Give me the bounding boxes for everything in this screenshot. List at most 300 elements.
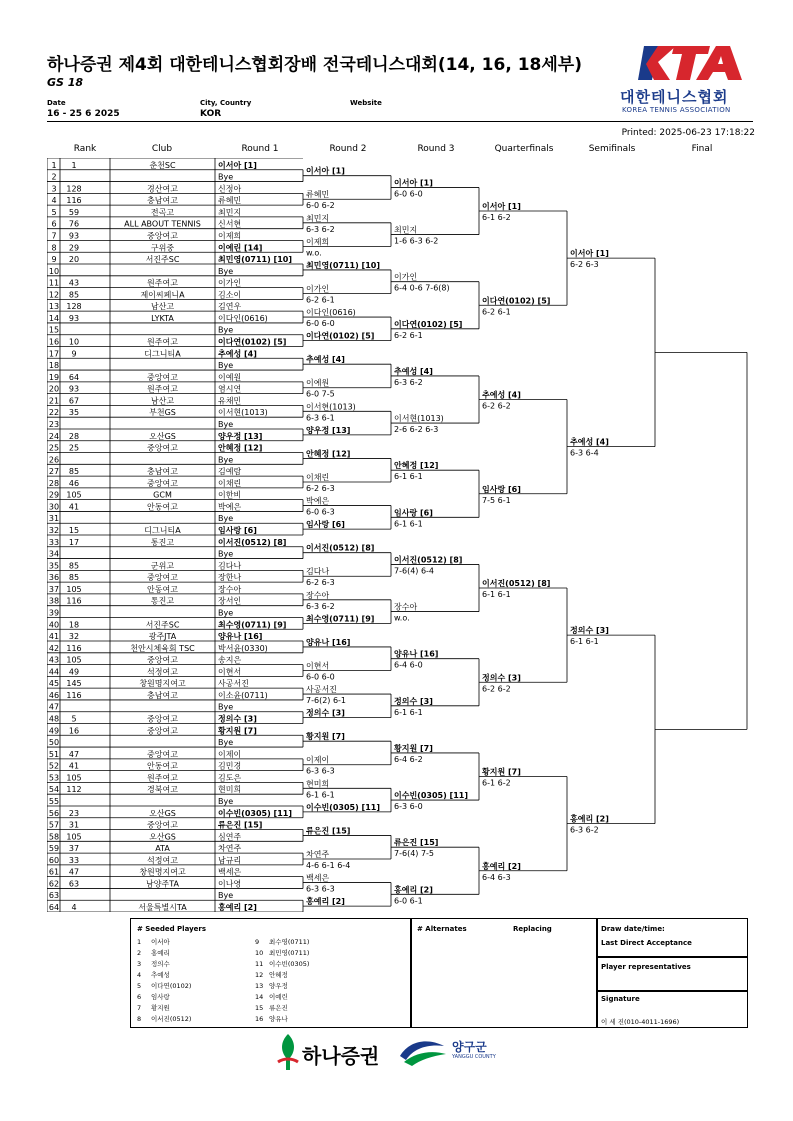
club-name: 중앙여고 <box>147 372 178 382</box>
draw-date-label: Draw date/time: <box>601 925 665 933</box>
club-name: 춘천SC <box>149 160 176 170</box>
round1-player: 남규리 <box>218 855 242 865</box>
seed-entry <box>255 970 288 979</box>
round1-player: 송지은 <box>218 655 242 665</box>
club-name: 중앙여고 <box>147 655 178 665</box>
seed-rank: 31 <box>68 820 80 830</box>
round1-player: Bye <box>218 738 234 748</box>
round2-player: 양유나 [16] <box>306 637 351 647</box>
round2-score: 4-6 6-1 6-4 <box>306 860 351 870</box>
round1-player: 신정아 <box>218 184 242 194</box>
seed-rank: 32 <box>68 632 80 642</box>
player-reps-box <box>596 956 748 992</box>
round2-player: 현미희 <box>306 779 330 789</box>
round1-player: 임사랑 [6] <box>218 526 257 535</box>
semifinal-score: 6-3 6-2 <box>570 825 599 835</box>
sponsor-yanggu: 양구군 <box>452 1040 487 1054</box>
round2-score: 6-0 6-2 <box>306 201 335 211</box>
seed-rank: 93 <box>68 313 80 323</box>
round2-score: 6-0 6-0 <box>306 319 335 329</box>
round1-player: Bye <box>218 702 234 712</box>
round2-player: 백세은 <box>306 873 330 883</box>
event-code: GS 18 <box>47 76 84 89</box>
seed-number: 7 <box>137 1004 142 1012</box>
seed-entry <box>255 937 309 946</box>
round1-player: 이가인 <box>218 278 242 288</box>
club-name: 충남여고 <box>147 467 178 477</box>
round2-score: 6-0 7-5 <box>306 389 335 399</box>
club-name: 원주여고 <box>147 278 178 288</box>
round3-player: 양유나 [16] <box>394 649 439 659</box>
draw-number: 35 <box>48 561 60 571</box>
club-name: 중앙여고 <box>147 231 178 241</box>
draw-number: 6 <box>51 219 57 229</box>
seed-rank: 47 <box>68 749 80 759</box>
quarterfinal-player: 이서진(0512) [8] <box>482 579 551 589</box>
seed-rank: 112 <box>66 785 82 795</box>
round1-player: Bye <box>218 419 234 429</box>
signature-box <box>596 990 748 1028</box>
seed-player: 황지원 <box>151 1004 170 1012</box>
draw-number: 42 <box>48 643 60 653</box>
round1-player: Bye <box>218 608 234 618</box>
seed-entry <box>137 959 170 968</box>
draw-number: 20 <box>48 384 60 394</box>
round1-player: 이제희 <box>218 231 242 241</box>
seed-rank: 105 <box>66 655 82 665</box>
seed-entry <box>255 959 309 968</box>
round2-score: 6-1 6-1 <box>306 790 335 800</box>
club-name: 창원명지여고 <box>139 867 186 877</box>
seed-number: 15 <box>255 1004 264 1012</box>
draw-number: 21 <box>48 396 60 406</box>
round3-score: 6-1 6-1 <box>394 472 423 482</box>
seed-rank: 116 <box>66 596 82 606</box>
draw-bracket <box>47 158 753 912</box>
round1-player: 이제이 <box>218 749 242 759</box>
round2-player: 이서현(1013) <box>306 402 356 412</box>
seed-number: 8 <box>137 1015 142 1023</box>
draw-number: 55 <box>48 796 60 806</box>
draw-number: 43 <box>48 655 60 665</box>
round2-player: 이채린 <box>306 472 330 482</box>
quarterfinal-score: 6-4 6-3 <box>482 872 511 882</box>
draw-number: 39 <box>48 608 60 618</box>
draw-number: 48 <box>48 714 60 724</box>
round2-player: 박예은 <box>306 496 330 506</box>
quarterfinal-player: 이서아 [1] <box>482 202 521 212</box>
seed-player: 이수빈(0305) <box>269 960 310 968</box>
round3-score: 1-6 6-3 6-2 <box>394 236 439 246</box>
round1-player: 이예원 <box>218 372 242 382</box>
kta-logo-icon <box>612 42 752 84</box>
draw-number: 47 <box>48 702 60 712</box>
sponsor-yanggu-sub: YANGGU COUNTY <box>452 1054 496 1060</box>
round2-score: 6-3 6-2 <box>306 601 335 611</box>
round2-score: 7-6(2) 6-1 <box>306 696 347 706</box>
signature-label: Signature <box>601 995 640 1003</box>
seed-entry <box>255 948 309 957</box>
round2-player: 이가인 <box>306 284 330 294</box>
seed-player: 이다연(0102) <box>151 982 192 990</box>
seed-entry <box>137 1014 191 1023</box>
club-name: 통진고 <box>150 537 175 547</box>
round1-player: 김연우 <box>218 302 242 312</box>
round2-player: 이서아 [1] <box>306 166 345 176</box>
seed-rank: 93 <box>68 384 80 394</box>
round2-player: 안혜정 [12] <box>306 449 351 459</box>
semifinal-player: 정의수 [3] <box>570 626 609 636</box>
round2-player: 차연주 <box>306 849 330 859</box>
seed-rank: 145 <box>66 679 82 689</box>
round2-score: 6-3 6-3 <box>306 766 335 776</box>
club-name: ATA <box>155 844 170 854</box>
seed-rank: 10 <box>68 337 80 347</box>
seed-number: 12 <box>255 971 264 979</box>
round2-player: 이예원 <box>306 378 330 388</box>
round1-player: 이예린 [14] <box>218 243 263 253</box>
club-name: LYKTA <box>151 313 174 323</box>
round3-player: 안혜정 [12] <box>394 461 439 471</box>
seed-rank: 28 <box>68 431 80 441</box>
quarterfinal-score: 6-1 6-1 <box>482 590 511 600</box>
seed-rank: 17 <box>68 537 80 547</box>
draw-number: 27 <box>48 467 60 477</box>
round3-score: 6-1 6-1 <box>394 519 423 529</box>
seed-rank: 46 <box>68 478 80 488</box>
draw-number: 16 <box>48 337 60 347</box>
seed-entry <box>137 970 170 979</box>
club-name: 남양주TA <box>146 879 179 889</box>
date-label: Date <box>47 99 66 107</box>
draw-number: 56 <box>48 808 60 818</box>
seeds-box <box>130 918 412 1028</box>
club-name: 충남여고 <box>147 196 178 206</box>
player-reps-label: Player representatives <box>601 963 691 971</box>
round2-score: 6-2 6-3 <box>306 578 335 588</box>
round3-player: 정의수 [3] <box>394 696 433 706</box>
draw-number: 24 <box>48 431 60 441</box>
draw-number: 44 <box>48 667 60 677</box>
round1-player: 장한나 <box>218 573 242 583</box>
club-name: 원주여고 <box>147 337 178 347</box>
org-name: 대한테니스협회 <box>620 88 729 106</box>
draw-number: 5 <box>51 207 57 217</box>
round1-player: Bye <box>218 891 234 901</box>
round1-player: 김민경 <box>218 761 242 771</box>
round1-player: 양우정 [13] <box>218 431 263 441</box>
seed-rank: 16 <box>68 726 80 736</box>
seed-player: 정의수 <box>151 960 170 968</box>
replacing-title: Replacing <box>513 925 552 933</box>
round3-score: 6-2 6-1 <box>394 330 423 340</box>
round2-player: 임사랑 [6] <box>306 520 345 530</box>
draw-number: 45 <box>48 679 60 689</box>
seed-rank: 35 <box>68 408 80 418</box>
draw-number: 31 <box>48 514 60 524</box>
draw-number: 19 <box>48 372 60 382</box>
round2-player: 이다연(0102) [5] <box>306 331 375 341</box>
club-name: ALL ABOUT TENNIS <box>124 219 201 229</box>
round2-player: 이제이 <box>306 755 330 765</box>
round1-player: 사공서진 <box>218 679 249 689</box>
club-name: 구위중 <box>150 243 175 253</box>
round1-player: 이수빈(0305) [11] <box>218 808 292 818</box>
club-name: 군위고 <box>150 561 175 571</box>
club-name: 경산여고 <box>147 184 178 194</box>
seed-entry <box>137 981 191 990</box>
round1-player: 이한비 <box>218 490 242 500</box>
draw-number: 12 <box>48 290 60 300</box>
date-value: 16 - 25 6 2025 <box>47 109 120 119</box>
round1-player: 유채민 <box>218 396 242 406</box>
draw-number: 34 <box>48 549 60 559</box>
round1-player: 류은진 [15] <box>218 820 263 830</box>
draw-number: 41 <box>48 632 60 642</box>
round1-player: 박서윤(0330) <box>218 643 268 653</box>
draw-number: 11 <box>48 278 60 288</box>
col-final: Final <box>691 144 713 154</box>
round2-score: 6-3 6-1 <box>306 413 335 423</box>
seed-number: 2 <box>137 949 142 957</box>
club-name: 통진고 <box>150 596 175 606</box>
round3-score: 6-3 6-0 <box>394 802 423 812</box>
semifinal-score: 6-1 6-1 <box>570 637 599 647</box>
quarterfinal-player: 임사랑 [6] <box>482 484 521 494</box>
draw-number: 29 <box>48 490 60 500</box>
round3-player: 이서진(0512) [8] <box>394 555 463 565</box>
round1-player: 장서인 <box>218 596 242 606</box>
round3-score: 6-4 6-2 <box>394 754 423 764</box>
club-name: 오산GS <box>149 832 176 842</box>
club-name: 서진주SC <box>145 620 180 630</box>
club-name: 디그니티A <box>144 526 181 535</box>
draw-number: 26 <box>48 455 60 465</box>
quarterfinal-player: 추예성 [4] <box>482 390 521 400</box>
semifinal-player: 추예성 [4] <box>570 437 609 447</box>
seed-rank: 4 <box>71 903 77 912</box>
page-title: 하나증권 제4회 대한테니스협회장배 전국테니스대회(14, 16, 18세부) <box>47 55 582 75</box>
quarterfinal-score: 6-2 6-2 <box>482 684 511 694</box>
seed-player: 추예성 <box>151 971 170 979</box>
round1-player: 김다나 <box>218 561 242 571</box>
club-name: 오산GS <box>149 808 176 818</box>
seed-rank: 116 <box>66 196 82 206</box>
round2-score: 6-2 6-3 <box>306 483 335 493</box>
round3-player: 추예성 [4] <box>394 366 433 376</box>
seeds-title: # Seeded Players <box>137 925 207 933</box>
draw-number: 40 <box>48 620 60 630</box>
quarterfinal-player: 정의수 [3] <box>482 673 521 683</box>
draw-number: 50 <box>48 738 60 748</box>
club-name: 제이씨페니A <box>140 290 185 300</box>
round2-score: 6-0 6-3 <box>306 507 335 517</box>
draw-number: 4 <box>51 196 57 206</box>
seed-entry <box>137 992 170 1001</box>
header-rule <box>47 121 753 122</box>
seed-rank: 23 <box>68 808 80 818</box>
round1-player: Bye <box>218 172 234 182</box>
round2-score: 6-0 6-0 <box>306 672 335 682</box>
draw-number: 1 <box>51 160 57 170</box>
round1-player: Bye <box>218 549 234 559</box>
seed-rank: 1 <box>71 160 77 170</box>
round1-player: 신서현 <box>218 219 242 229</box>
draw-number: 64 <box>48 903 60 912</box>
seed-player: 임사랑 <box>151 993 170 1001</box>
seed-entry <box>255 1014 288 1023</box>
round3-player: 황지원 [7] <box>394 743 433 753</box>
draw-number: 14 <box>48 313 60 323</box>
draw-number: 22 <box>48 408 60 418</box>
draw-number: 51 <box>48 749 60 759</box>
round3-score: 6-3 6-2 <box>394 377 423 387</box>
round2-player: 최민영(0711) [10] <box>306 260 380 270</box>
quarterfinal-player: 홍예리 [2] <box>482 861 521 871</box>
seed-rank: 49 <box>68 667 80 677</box>
seed-rank: 105 <box>66 832 82 842</box>
round1-player: 이현서 <box>218 667 242 677</box>
round1-player: 김도은 <box>218 773 242 783</box>
round2-player: 이서진(0512) [8] <box>306 543 375 553</box>
draw-date-box <box>596 918 748 958</box>
seed-player: 안혜정 <box>269 971 288 979</box>
round1-player: 홍예리 [2] <box>218 903 257 912</box>
draw-number: 15 <box>48 325 60 335</box>
round1-player: 김예람 <box>218 467 242 477</box>
draw-number: 53 <box>48 773 60 783</box>
round1-player: 추예성 [4] <box>218 349 257 359</box>
col-round1: Round 1 <box>241 144 279 154</box>
signature-value: 이 세 진(010-4011-1696) <box>601 1018 680 1026</box>
club-name: 디그니티A <box>144 349 181 359</box>
seed-rank: 85 <box>68 290 80 300</box>
club-name: 안동여고 <box>147 584 178 594</box>
round1-player: 황지원 [7] <box>218 726 257 736</box>
round2-score: 6-3 6-3 <box>306 884 335 894</box>
round2-player: 홍예리 [2] <box>306 897 345 907</box>
round1-player: 이서진(0512) [8] <box>218 537 287 547</box>
round2-player: 황지원 [7] <box>306 732 345 742</box>
seed-rank: 116 <box>66 643 82 653</box>
last-direct-label: Last Direct Acceptance <box>601 939 692 947</box>
semifinal-player: 이서아 [1] <box>570 249 609 259</box>
club-name: 중앙여고 <box>147 714 178 724</box>
round1-player: 최민지 <box>218 207 242 217</box>
round1-player: 이소윤(0711) <box>218 690 268 700</box>
seed-entry <box>137 937 170 946</box>
seed-player: 홍예리 <box>151 949 170 957</box>
yanggu-logo-icon <box>398 1036 448 1066</box>
seed-rank: 85 <box>68 561 80 571</box>
seed-rank: 128 <box>66 302 82 312</box>
seed-number: 16 <box>255 1015 264 1023</box>
round3-score: 6-1 6-1 <box>394 707 423 717</box>
seed-rank: 63 <box>68 879 80 889</box>
draw-number: 61 <box>48 867 60 877</box>
round3-player: 이가인 <box>394 272 418 282</box>
round2-player: 추예성 [4] <box>306 355 345 365</box>
round3-score: 6-0 6-1 <box>394 896 423 906</box>
alternates-title: # Alternates <box>417 925 467 933</box>
seed-number: 11 <box>255 960 264 968</box>
round3-player: 임사랑 [6] <box>394 508 433 518</box>
round2-player: 장수아 <box>306 590 330 600</box>
quarterfinal-player: 황지원 [7] <box>482 767 521 777</box>
printed-timestamp: Printed: 2025-06-23 17:18:22 <box>621 128 755 138</box>
col-semifinals: Semifinals <box>588 144 636 154</box>
website-label: Website <box>350 99 382 107</box>
draw-number: 49 <box>48 726 60 736</box>
round1-player: 백세은 <box>218 867 242 877</box>
round1-player: Bye <box>218 361 234 371</box>
draw-number: 54 <box>48 785 60 795</box>
round1-player: 김소이 <box>218 290 242 300</box>
draw-number: 3 <box>51 184 57 194</box>
round1-player: 이다인(0616) <box>218 313 268 323</box>
round1-player: 이다연(0102) [5] <box>218 337 287 347</box>
round3-player: 류은진 [15] <box>394 838 439 848</box>
round2-player: 류은진 [15] <box>306 826 351 836</box>
round3-player: 이서아 [1] <box>394 178 433 188</box>
draw-number: 60 <box>48 855 60 865</box>
col-round2: Round 2 <box>329 144 367 154</box>
col-round3: Round 3 <box>417 144 455 154</box>
seed-player: 류은진 <box>269 1004 288 1012</box>
seed-entry <box>255 1003 288 1012</box>
club-name: 중앙여고 <box>147 726 178 736</box>
seed-rank: 29 <box>68 243 80 253</box>
seed-player: 양우정 <box>269 982 288 990</box>
club-name: 남산고 <box>150 396 175 406</box>
seed-number: 10 <box>255 949 264 957</box>
draw-number: 37 <box>48 584 60 594</box>
col-rank: Rank <box>73 144 97 154</box>
draw-number: 10 <box>48 266 60 276</box>
club-name: 충남여고 <box>147 690 178 700</box>
club-name: 천안시체육회 TSC <box>130 643 195 653</box>
seed-rank: 64 <box>68 372 80 382</box>
round2-player: 정의수 [3] <box>306 708 345 718</box>
seed-rank: 9 <box>71 349 77 359</box>
round2-player: 이제희 <box>306 237 330 247</box>
round3-player: 홍예리 [2] <box>394 885 433 895</box>
round1-player: 심연주 <box>218 832 242 842</box>
round1-player: Bye <box>218 514 234 524</box>
draw-number: 38 <box>48 596 60 606</box>
seed-entry <box>255 992 288 1001</box>
draw-number: 9 <box>51 255 57 265</box>
seed-rank: 25 <box>68 443 80 453</box>
draw-number: 62 <box>48 879 60 889</box>
round3-score: 6-4 6-0 <box>394 660 423 670</box>
round3-player: 최민지 <box>394 225 418 235</box>
draw-number: 8 <box>51 243 57 253</box>
draw-number: 32 <box>48 526 60 535</box>
draw-number: 36 <box>48 573 60 583</box>
club-name: 석정여고 <box>147 667 178 677</box>
round1-player: 장수아 <box>218 584 242 594</box>
round2-player: 이현서 <box>306 661 330 671</box>
club-name: 중앙여고 <box>147 749 178 759</box>
club-name: 서울특별시TA <box>138 903 187 912</box>
round3-player: 이서현(1013) <box>394 414 444 424</box>
seed-player: 최민영(0711) <box>269 949 310 957</box>
seed-rank: 105 <box>66 584 82 594</box>
seed-number: 3 <box>137 960 142 968</box>
city-value: KOR <box>200 109 222 119</box>
draw-number: 52 <box>48 761 60 771</box>
